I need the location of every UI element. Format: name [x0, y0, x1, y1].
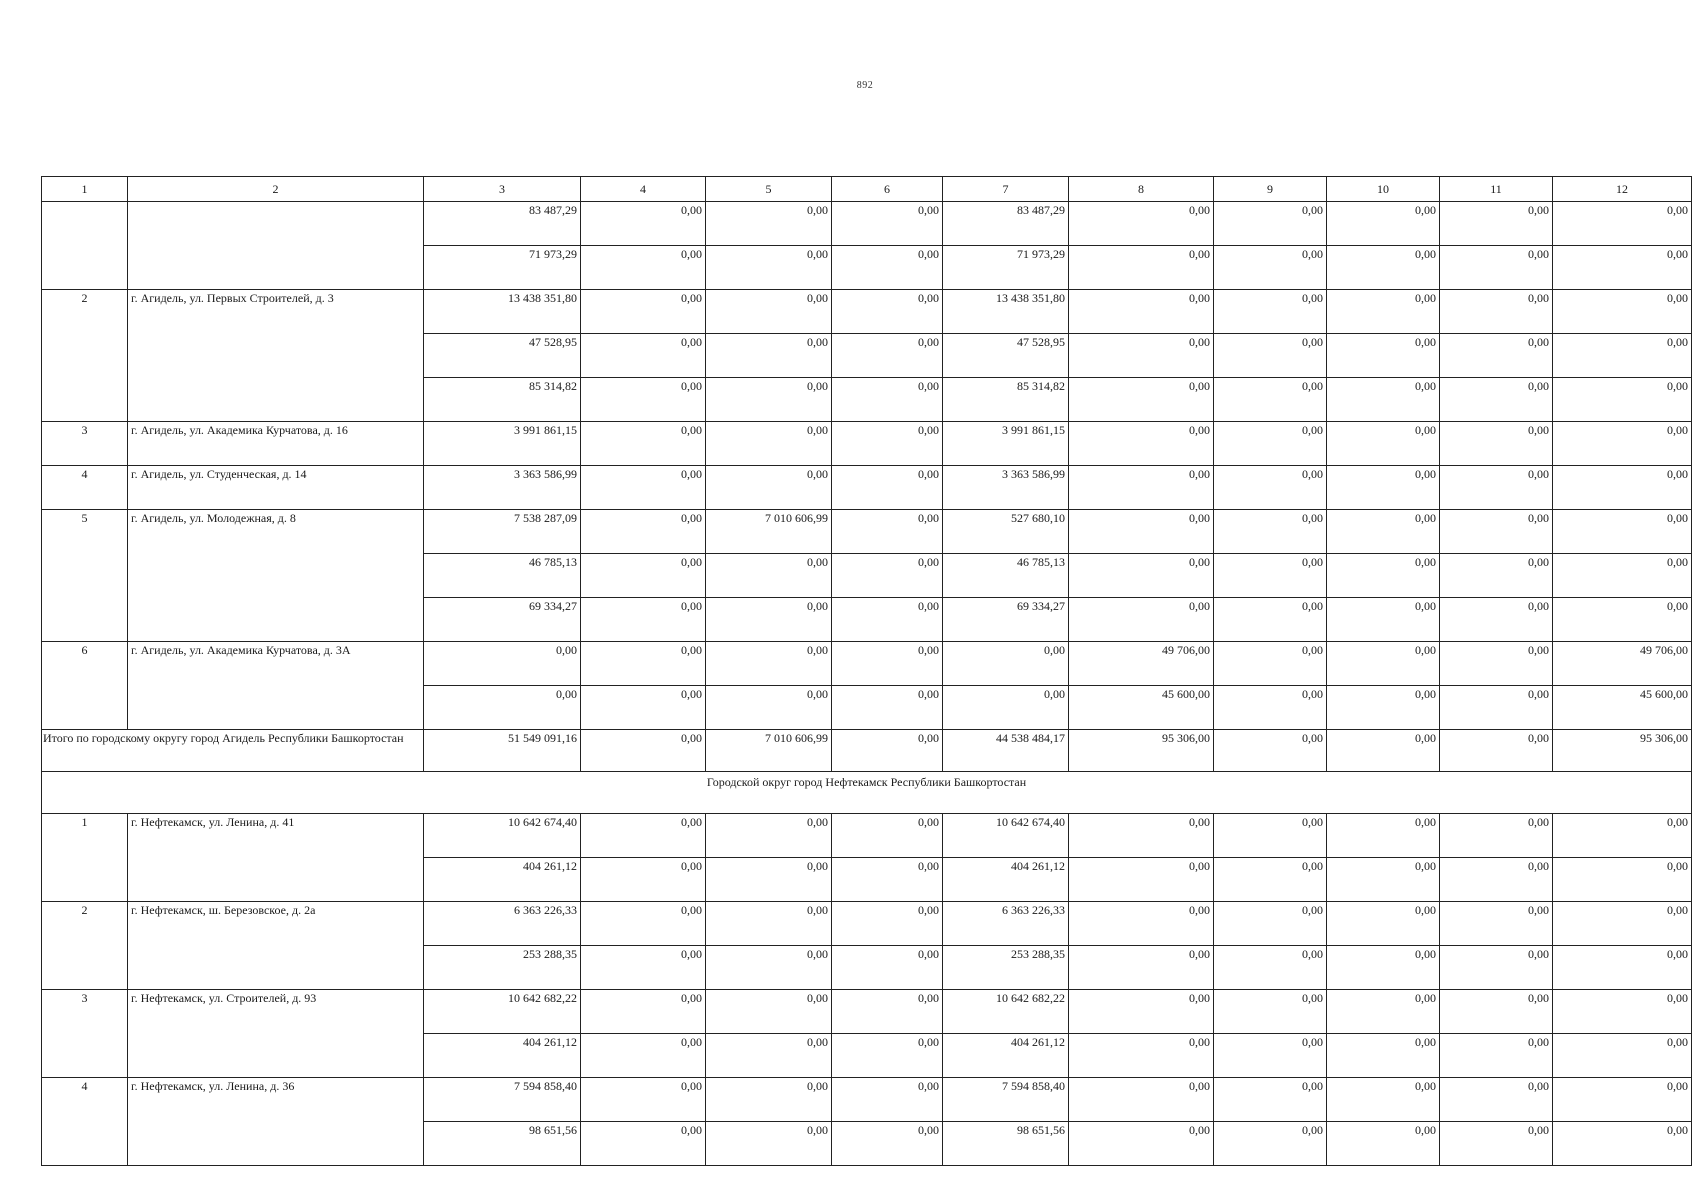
amount-cell: 0,00: [943, 642, 1069, 686]
column-number-header-row: [42, 177, 1692, 202]
amount-cell: 0,00: [1327, 1078, 1440, 1122]
amount-cell: 0,00: [1553, 202, 1692, 246]
amount-cell: 0,00: [706, 554, 832, 598]
total-amount-cell: 44 538 484,17: [943, 730, 1069, 772]
amount-cell: 0,00: [1069, 246, 1214, 290]
amount-cell: 46 785,13: [424, 554, 581, 598]
row-number: [42, 858, 128, 902]
address: г. Агидель, ул. Молодежная, д. 8: [128, 510, 424, 554]
amount-cell: 0,00: [1214, 246, 1327, 290]
amount-cell: 0,00: [1069, 814, 1214, 858]
amount-cell: 0,00: [581, 554, 706, 598]
amount-cell: 83 487,29: [424, 202, 581, 246]
amount-cell: 0,00: [1327, 1122, 1440, 1166]
amount-cell: 0,00: [1440, 334, 1553, 378]
section-title: Городской округ город Нефтекамск Республики Башкортостан: [42, 772, 1692, 814]
amount-cell: 0,00: [1440, 422, 1553, 466]
amount-cell: 0,00: [1553, 554, 1692, 598]
table-row: [42, 946, 1692, 990]
amount-cell: 0,00: [1440, 902, 1553, 946]
amount-cell: 0,00: [706, 1122, 832, 1166]
amount-cell: 6 363 226,33: [424, 902, 581, 946]
amount-cell: 10 642 674,40: [943, 814, 1069, 858]
amount-cell: 0,00: [1553, 1078, 1692, 1122]
amount-cell: 0,00: [1327, 642, 1440, 686]
address: г. Агидель, ул. Академика Курчатова, д. 3А: [128, 642, 424, 686]
amount-cell: 49 706,00: [1069, 642, 1214, 686]
amount-cell: 0,00: [832, 334, 943, 378]
amount-cell: 0,00: [581, 202, 706, 246]
amount-cell: 10 642 674,40: [424, 814, 581, 858]
amount-cell: 0,00: [581, 290, 706, 334]
address: [128, 1122, 424, 1166]
address: [128, 246, 424, 290]
table-row: [42, 1078, 1692, 1122]
amount-cell: 0,00: [1214, 1078, 1327, 1122]
row-number: 5: [42, 510, 128, 554]
amount-cell: 0,00: [832, 466, 943, 510]
address: [128, 554, 424, 598]
row-number: 2: [42, 290, 128, 334]
amount-cell: 0,00: [1214, 814, 1327, 858]
amount-cell: 0,00: [1327, 246, 1440, 290]
amount-cell: 404 261,12: [424, 858, 581, 902]
amount-cell: 0,00: [1553, 334, 1692, 378]
total-amount-cell: 7 010 606,99: [706, 730, 832, 772]
amount-cell: 0,00: [1553, 598, 1692, 642]
table-row: [42, 290, 1692, 334]
amount-cell: 0,00: [706, 290, 832, 334]
column-header: 8: [1069, 177, 1214, 202]
amount-cell: 0,00: [1553, 1034, 1692, 1078]
amount-cell: 0,00: [1553, 858, 1692, 902]
table-row: [42, 422, 1692, 466]
address: [128, 334, 424, 378]
amount-cell: 0,00: [1214, 554, 1327, 598]
amount-cell: 0,00: [1214, 202, 1327, 246]
total-amount-cell: 0,00: [832, 730, 943, 772]
amount-cell: 0,00: [832, 290, 943, 334]
amount-cell: 0,00: [1440, 1122, 1553, 1166]
amount-cell: 0,00: [1214, 642, 1327, 686]
amount-cell: 0,00: [1553, 246, 1692, 290]
amount-cell: 71 973,29: [943, 246, 1069, 290]
column-header: 10: [1327, 177, 1440, 202]
amount-cell: 0,00: [1214, 334, 1327, 378]
address: г. Агидель, ул. Студенческая, д. 14: [128, 466, 424, 510]
amount-cell: 0,00: [581, 246, 706, 290]
amount-cell: 0,00: [1069, 902, 1214, 946]
amount-cell: 0,00: [1327, 554, 1440, 598]
column-header: 6: [832, 177, 943, 202]
table-row: [42, 686, 1692, 730]
amount-cell: 0,00: [581, 902, 706, 946]
address: г. Агидель, ул. Академика Курчатова, д. 16: [128, 422, 424, 466]
amount-cell: 0,00: [1214, 510, 1327, 554]
amount-cell: 0,00: [1069, 598, 1214, 642]
amount-cell: 13 438 351,80: [943, 290, 1069, 334]
amount-cell: 0,00: [1214, 1034, 1327, 1078]
amount-cell: 0,00: [1214, 990, 1327, 1034]
amount-cell: 10 642 682,22: [424, 990, 581, 1034]
amount-cell: 0,00: [832, 814, 943, 858]
amount-cell: 0,00: [1327, 334, 1440, 378]
amount-cell: 0,00: [706, 1078, 832, 1122]
column-header: 9: [1214, 177, 1327, 202]
amount-cell: 7 594 858,40: [943, 1078, 1069, 1122]
amount-cell: 10 642 682,22: [943, 990, 1069, 1034]
amount-cell: 0,00: [1214, 598, 1327, 642]
amount-cell: 0,00: [943, 686, 1069, 730]
register-table: [41, 176, 1692, 1166]
address: г. Агидель, ул. Первых Строителей, д. 3: [128, 290, 424, 334]
amount-cell: 7 010 606,99: [706, 510, 832, 554]
amount-cell: 0,00: [581, 990, 706, 1034]
page-number: 892: [856, 80, 874, 91]
amount-cell: 0,00: [1553, 510, 1692, 554]
amount-cell: 46 785,13: [943, 554, 1069, 598]
amount-cell: 3 363 586,99: [943, 466, 1069, 510]
amount-cell: 0,00: [1440, 510, 1553, 554]
amount-cell: 0,00: [581, 1078, 706, 1122]
amount-cell: 0,00: [706, 990, 832, 1034]
amount-cell: 0,00: [1553, 990, 1692, 1034]
row-number: [42, 686, 128, 730]
address: [128, 598, 424, 642]
amount-cell: 0,00: [1214, 946, 1327, 990]
amount-cell: 0,00: [1440, 814, 1553, 858]
table-row: [42, 378, 1692, 422]
amount-cell: 0,00: [1214, 290, 1327, 334]
address: [128, 378, 424, 422]
amount-cell: 0,00: [832, 642, 943, 686]
amount-cell: 0,00: [706, 334, 832, 378]
amount-cell: 0,00: [1069, 946, 1214, 990]
address: г. Нефтекамск, ул. Ленина, д. 41: [128, 814, 424, 858]
amount-cell: 0,00: [1214, 686, 1327, 730]
amount-cell: 0,00: [581, 814, 706, 858]
amount-cell: 404 261,12: [424, 1034, 581, 1078]
amount-cell: 6 363 226,33: [943, 902, 1069, 946]
amount-cell: 0,00: [1553, 946, 1692, 990]
amount-cell: 0,00: [581, 642, 706, 686]
amount-cell: 0,00: [1440, 246, 1553, 290]
amount-cell: 0,00: [581, 378, 706, 422]
amount-cell: 0,00: [1069, 990, 1214, 1034]
amount-cell: 0,00: [1440, 598, 1553, 642]
table-row: [42, 202, 1692, 246]
amount-cell: 0,00: [1069, 858, 1214, 902]
amount-cell: 49 706,00: [1553, 642, 1692, 686]
amount-cell: 0,00: [1214, 1122, 1327, 1166]
amount-cell: 0,00: [832, 510, 943, 554]
amount-cell: 69 334,27: [424, 598, 581, 642]
total-amount-cell: 95 306,00: [1069, 730, 1214, 772]
amount-cell: 0,00: [1327, 946, 1440, 990]
amount-cell: 0,00: [1553, 290, 1692, 334]
table-row: [42, 510, 1692, 554]
amount-cell: 0,00: [1069, 510, 1214, 554]
table-row: [42, 1122, 1692, 1166]
amount-cell: 3 991 861,15: [943, 422, 1069, 466]
row-number: 2: [42, 902, 128, 946]
row-number: [42, 202, 128, 246]
row-number: [42, 378, 128, 422]
column-header: 4: [581, 177, 706, 202]
amount-cell: 0,00: [706, 378, 832, 422]
amount-cell: 0,00: [1069, 466, 1214, 510]
total-amount-cell: 0,00: [1327, 730, 1440, 772]
amount-cell: 0,00: [1440, 990, 1553, 1034]
amount-cell: 98 651,56: [943, 1122, 1069, 1166]
row-number: [42, 246, 128, 290]
amount-cell: 0,00: [832, 598, 943, 642]
amount-cell: 3 991 861,15: [424, 422, 581, 466]
amount-cell: 0,00: [832, 858, 943, 902]
amount-cell: 0,00: [1327, 814, 1440, 858]
amount-cell: 0,00: [1440, 202, 1553, 246]
amount-cell: 0,00: [1553, 466, 1692, 510]
amount-cell: 0,00: [1214, 422, 1327, 466]
row-number: [42, 334, 128, 378]
amount-cell: 0,00: [1440, 642, 1553, 686]
amount-cell: 0,00: [1553, 814, 1692, 858]
total-row: [42, 730, 1692, 772]
address: г. Нефтекамск, ул. Ленина, д. 36: [128, 1078, 424, 1122]
total-amount-cell: 0,00: [1440, 730, 1553, 772]
amount-cell: 0,00: [1214, 858, 1327, 902]
amount-cell: 0,00: [424, 642, 581, 686]
amount-cell: 47 528,95: [424, 334, 581, 378]
amount-cell: 0,00: [1327, 1034, 1440, 1078]
amount-cell: 0,00: [1440, 466, 1553, 510]
amount-cell: 0,00: [1069, 378, 1214, 422]
row-number: [42, 946, 128, 990]
amount-cell: 0,00: [581, 686, 706, 730]
row-number: 4: [42, 466, 128, 510]
amount-cell: 0,00: [1440, 1078, 1553, 1122]
amount-cell: 0,00: [706, 598, 832, 642]
amount-cell: 0,00: [1069, 1078, 1214, 1122]
amount-cell: 0,00: [1069, 554, 1214, 598]
total-amount-cell: 51 549 091,16: [424, 730, 581, 772]
amount-cell: 0,00: [1069, 1034, 1214, 1078]
amount-cell: 0,00: [832, 946, 943, 990]
amount-cell: 85 314,82: [424, 378, 581, 422]
amount-cell: 0,00: [1214, 466, 1327, 510]
row-number: [42, 1034, 128, 1078]
amount-cell: 0,00: [1327, 902, 1440, 946]
amount-cell: 0,00: [1214, 902, 1327, 946]
amount-cell: 0,00: [1069, 202, 1214, 246]
amount-cell: 0,00: [706, 422, 832, 466]
amount-cell: 0,00: [1440, 554, 1553, 598]
section-row: [42, 772, 1692, 814]
total-amount-cell: 0,00: [581, 730, 706, 772]
amount-cell: 0,00: [1553, 422, 1692, 466]
amount-cell: 0,00: [1327, 510, 1440, 554]
amount-cell: 0,00: [1553, 902, 1692, 946]
amount-cell: 7 538 287,09: [424, 510, 581, 554]
address: [128, 946, 424, 990]
amount-cell: 0,00: [1327, 422, 1440, 466]
amount-cell: 7 594 858,40: [424, 1078, 581, 1122]
amount-cell: 83 487,29: [943, 202, 1069, 246]
column-header: 2: [128, 177, 424, 202]
row-number: [42, 598, 128, 642]
amount-cell: 0,00: [706, 202, 832, 246]
amount-cell: 3 363 586,99: [424, 466, 581, 510]
amount-cell: 0,00: [1069, 290, 1214, 334]
amount-cell: 0,00: [832, 202, 943, 246]
row-number: 6: [42, 642, 128, 686]
table-row: [42, 1034, 1692, 1078]
amount-cell: 45 600,00: [1069, 686, 1214, 730]
table-row: [42, 814, 1692, 858]
column-header: 3: [424, 177, 581, 202]
amount-cell: 0,00: [706, 1034, 832, 1078]
total-label: Итого по городскому округу город Агидель Республики Башкортостан: [42, 730, 424, 772]
amount-cell: 0,00: [581, 334, 706, 378]
amount-cell: 0,00: [832, 422, 943, 466]
row-number: 3: [42, 422, 128, 466]
table-row: [42, 598, 1692, 642]
amount-cell: 0,00: [1440, 1034, 1553, 1078]
amount-cell: 0,00: [1553, 378, 1692, 422]
address: [128, 686, 424, 730]
amount-cell: 0,00: [581, 1034, 706, 1078]
amount-cell: 0,00: [1327, 598, 1440, 642]
total-amount-cell: 95 306,00: [1553, 730, 1692, 772]
row-number: 4: [42, 1078, 128, 1122]
row-number: [42, 554, 128, 598]
table-row: [42, 466, 1692, 510]
amount-cell: 0,00: [1553, 1122, 1692, 1166]
amount-cell: 0,00: [581, 858, 706, 902]
column-header: 11: [1440, 177, 1553, 202]
address: г. Нефтекамск, ш. Березовское, д. 2а: [128, 902, 424, 946]
amount-cell: 404 261,12: [943, 858, 1069, 902]
amount-cell: 0,00: [1440, 858, 1553, 902]
amount-cell: 0,00: [1327, 378, 1440, 422]
amount-cell: 0,00: [832, 686, 943, 730]
amount-cell: 0,00: [706, 466, 832, 510]
amount-cell: 0,00: [1069, 334, 1214, 378]
amount-cell: 0,00: [581, 466, 706, 510]
amount-cell: 0,00: [1327, 858, 1440, 902]
amount-cell: 0,00: [1440, 290, 1553, 334]
amount-cell: 0,00: [832, 1122, 943, 1166]
total-amount-cell: 0,00: [1214, 730, 1327, 772]
amount-cell: 13 438 351,80: [424, 290, 581, 334]
amount-cell: 0,00: [581, 1122, 706, 1166]
amount-cell: 0,00: [832, 990, 943, 1034]
amount-cell: 0,00: [832, 902, 943, 946]
amount-cell: 0,00: [1327, 290, 1440, 334]
amount-cell: 0,00: [832, 1078, 943, 1122]
table-row: [42, 642, 1692, 686]
amount-cell: 0,00: [581, 510, 706, 554]
amount-cell: 0,00: [706, 814, 832, 858]
table-row: [42, 554, 1692, 598]
amount-cell: 0,00: [706, 858, 832, 902]
address: [128, 202, 424, 246]
row-number: 1: [42, 814, 128, 858]
amount-cell: 0,00: [1327, 990, 1440, 1034]
amount-cell: 0,00: [1069, 1122, 1214, 1166]
amount-cell: 0,00: [1069, 422, 1214, 466]
column-header: 7: [943, 177, 1069, 202]
amount-cell: 0,00: [832, 1034, 943, 1078]
amount-cell: 98 651,56: [424, 1122, 581, 1166]
column-header: 1: [42, 177, 128, 202]
amount-cell: 0,00: [1327, 686, 1440, 730]
table-row: [42, 858, 1692, 902]
column-header: 5: [706, 177, 832, 202]
amount-cell: 69 334,27: [943, 598, 1069, 642]
amount-cell: 0,00: [1327, 466, 1440, 510]
amount-cell: 0,00: [832, 554, 943, 598]
amount-cell: 0,00: [832, 378, 943, 422]
amount-cell: 0,00: [706, 686, 832, 730]
column-header: 12: [1553, 177, 1692, 202]
amount-cell: 527 680,10: [943, 510, 1069, 554]
row-number: 3: [42, 990, 128, 1034]
amount-cell: 0,00: [706, 902, 832, 946]
address: [128, 858, 424, 902]
amount-cell: 45 600,00: [1553, 686, 1692, 730]
table-row: [42, 990, 1692, 1034]
register-table-body: [42, 177, 1692, 1166]
table-row: [42, 902, 1692, 946]
table-row: [42, 334, 1692, 378]
amount-cell: 0,00: [424, 686, 581, 730]
amount-cell: 0,00: [581, 598, 706, 642]
address: г. Нефтекамск, ул. Строителей, д. 93: [128, 990, 424, 1034]
address: [128, 1034, 424, 1078]
amount-cell: 71 973,29: [424, 246, 581, 290]
amount-cell: 0,00: [1440, 686, 1553, 730]
amount-cell: 47 528,95: [943, 334, 1069, 378]
amount-cell: 0,00: [1214, 378, 1327, 422]
amount-cell: 85 314,82: [943, 378, 1069, 422]
amount-cell: 253 288,35: [943, 946, 1069, 990]
amount-cell: 0,00: [706, 642, 832, 686]
amount-cell: 0,00: [581, 946, 706, 990]
row-number: [42, 1122, 128, 1166]
amount-cell: 253 288,35: [424, 946, 581, 990]
table-row: [42, 246, 1692, 290]
amount-cell: 0,00: [1327, 202, 1440, 246]
amount-cell: 0,00: [1440, 946, 1553, 990]
amount-cell: 0,00: [832, 246, 943, 290]
amount-cell: 404 261,12: [943, 1034, 1069, 1078]
amount-cell: 0,00: [1440, 378, 1553, 422]
amount-cell: 0,00: [581, 422, 706, 466]
amount-cell: 0,00: [706, 946, 832, 990]
amount-cell: 0,00: [706, 246, 832, 290]
